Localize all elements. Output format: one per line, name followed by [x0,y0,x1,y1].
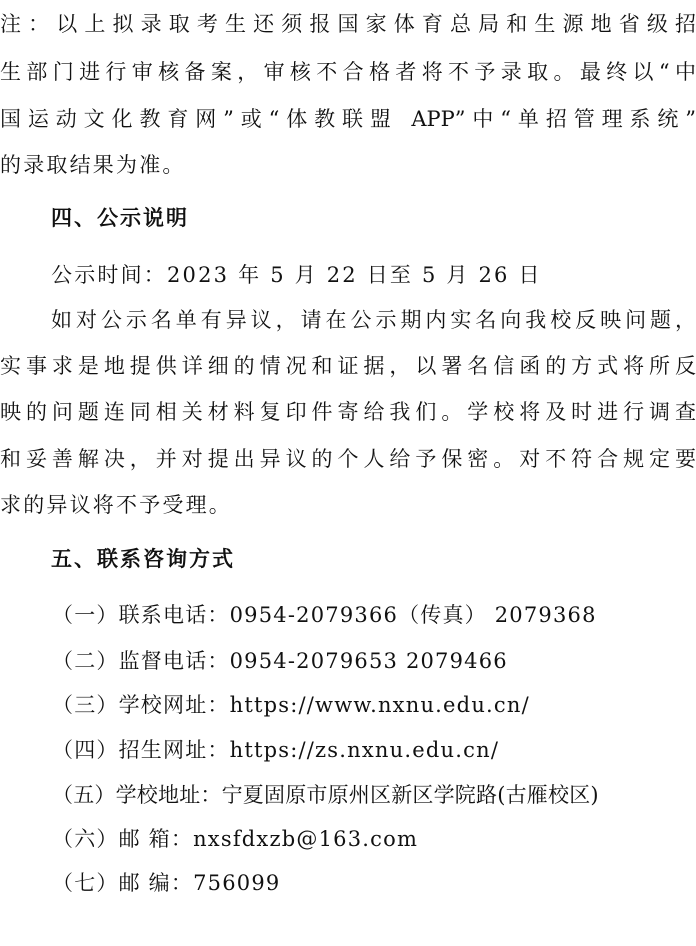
school-website: （三）学校网址：https://www.nxnu.edu.cn/ [52,693,530,717]
supervision-phone: （二）监督电话：0954-2079653 2079466 [52,649,508,673]
objection-line-3: 映的问题连同相关材料复印件寄给我们。学校将及时进行调查 [0,400,696,424]
note-line-4: 的录取结果为准。 [0,153,186,177]
contact-email: （六）邮 箱：nxsfdxzb@163.com [52,827,419,851]
objection-line-2: 实事求是地提供详细的情况和证据，以署名信函的方式将所反 [0,354,696,378]
contact-phone: （一）联系电话：0954-2079366（传真） 2079368 [52,603,597,627]
note-line-2: 生部门进行审核备案，审核不合格者将不予录取。最终以“中 [0,60,696,84]
note-line-3: 国运动文化教育网”或“体教联盟 APP”中“单招管理系统” [0,107,696,131]
objection-line-4: 和妥善解决，并对提出异议的个人给予保密。对不符合规定要 [0,447,696,471]
section-5-title: 五、联系咨询方式 [51,547,235,571]
publicity-time: 公示时间：2023 年 5 月 22 日至 5 月 26 日 [51,263,542,287]
objection-line-1: 如对公示名单有异议，请在公示期内实名向我校反映问题， [51,308,696,332]
objection-line-5: 求的异议将不予受理。 [0,493,232,517]
postal-code: （七）邮 编：756099 [52,871,281,895]
admission-website: （四）招生网址：https://zs.nxnu.edu.cn/ [52,738,500,762]
school-address: （五）学校地址：宁夏固原市原州区新区学院路(古雁校区) [52,783,599,807]
section-4-title: 四、公示说明 [51,206,189,230]
note-line-1: 注：以上拟录取考生还须报国家体育总局和生源地省级招 [0,12,696,36]
